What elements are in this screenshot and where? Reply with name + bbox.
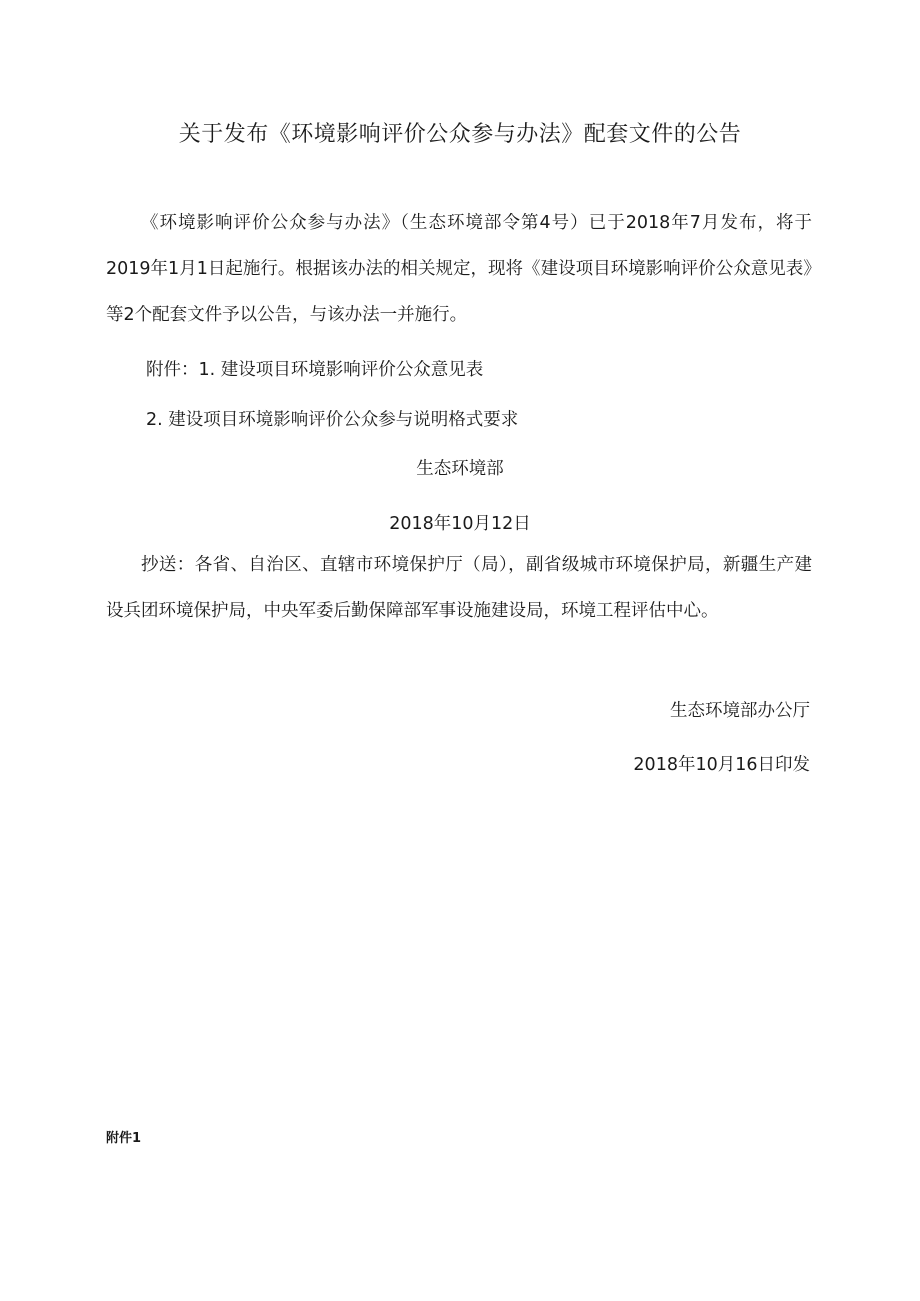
issuer-signature: 生态环境部 bbox=[416, 459, 504, 479]
attachment-item-1: 附件：1. 建设项目环境影响评价公众意见表 bbox=[146, 360, 484, 380]
issuing-office: 生态环境部办公厅 bbox=[670, 701, 810, 721]
body-paragraph: 《环境影响评价公众参与办法》（生态环境部令第4号）已于2018年7月发布，将于2019年1月1日起施行。根据该办法的相关规定，现将《建设项目环境影响评价公众意见表》等2个配套文件予以公告，与该办法一并施行。 bbox=[106, 213, 812, 325]
document-title: 关于发布《环境影响评价公众参与办法》配套文件的公告 bbox=[178, 122, 742, 147]
print-date: 2018年10月16日印发 bbox=[633, 755, 810, 775]
appendix-label: 附件1 bbox=[106, 1131, 142, 1146]
attachment-item-2: 2. 建设项目环境影响评价公众参与说明格式要求 bbox=[146, 410, 519, 430]
issue-date: 2018年10月12日 bbox=[389, 514, 531, 534]
cc-paragraph: 抄送：各省、自治区、直辖市环境保护厅（局），副省级城市环境保护局，新疆生产建设兵团环境保护局，中央军委后勤保障部军事设施建设局，环境工程评估中心。 bbox=[106, 555, 812, 621]
